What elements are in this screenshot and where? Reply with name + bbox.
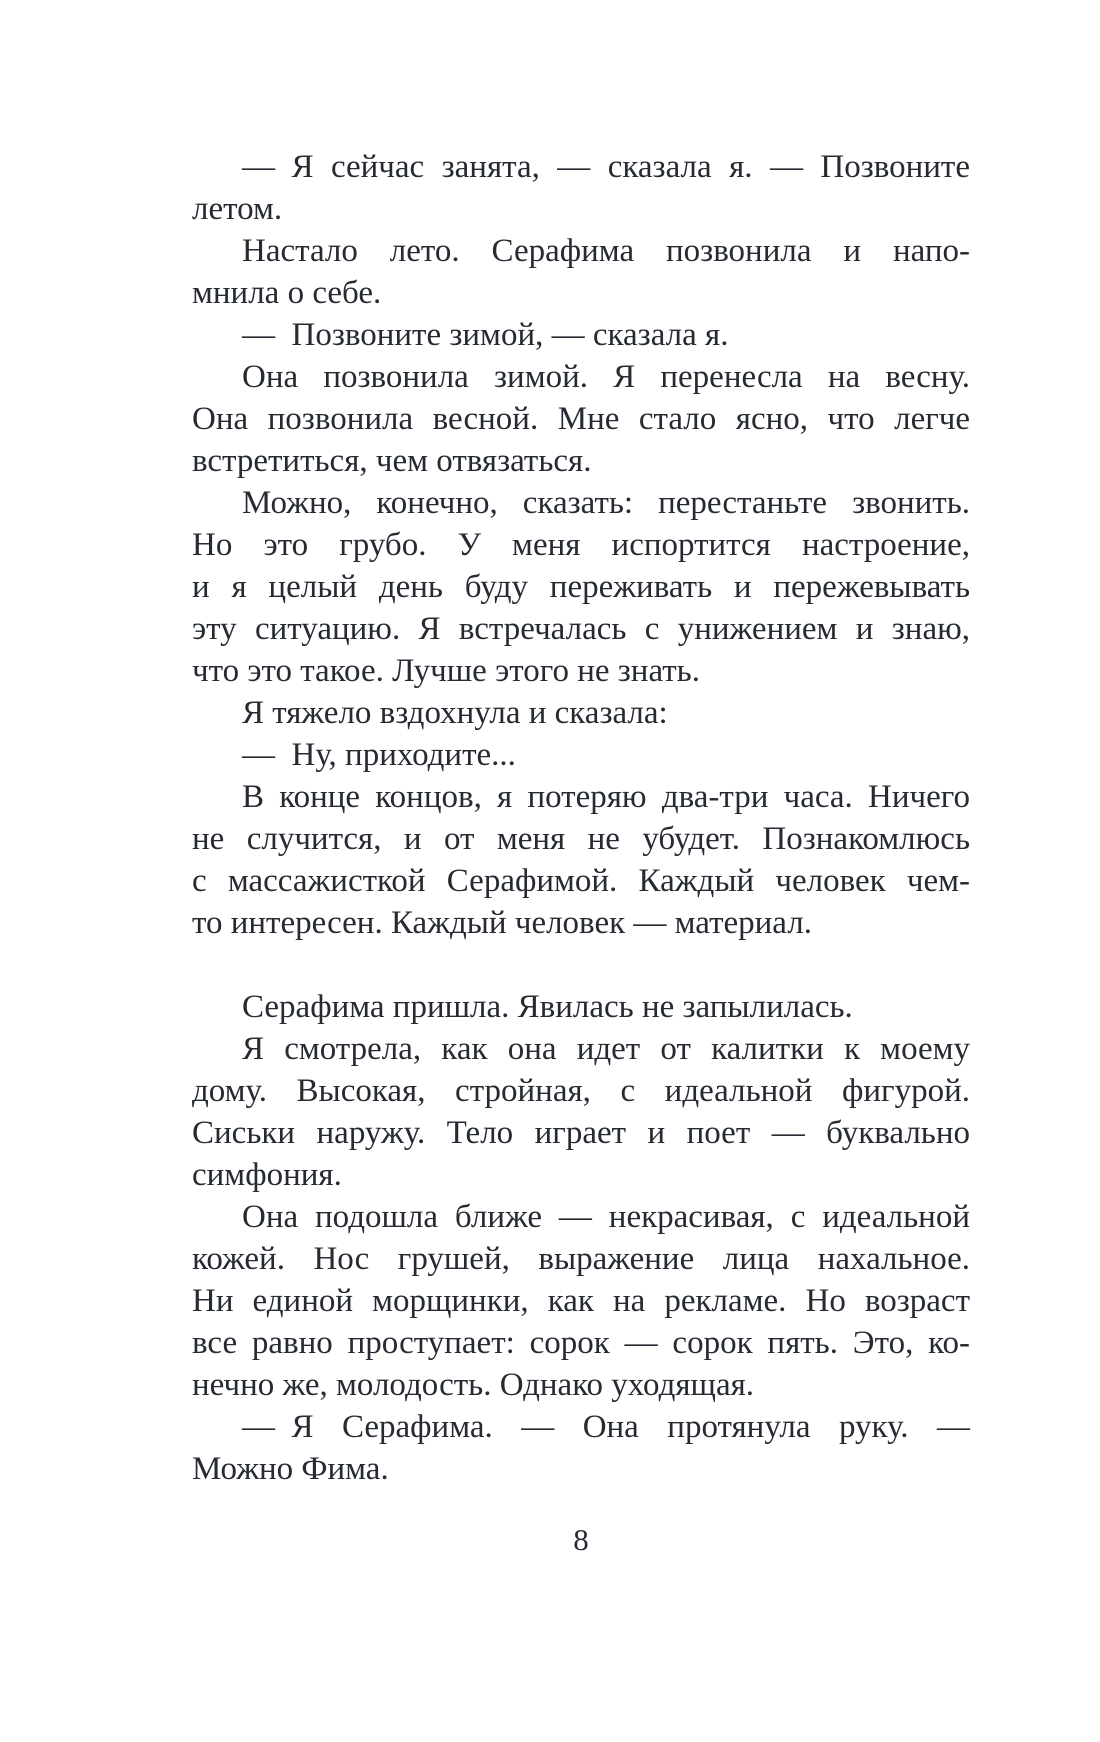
paragraph xyxy=(192,230,970,314)
page-number: 8 xyxy=(573,1522,589,1557)
text-line: Она позвонила весной. Мне стало ясно, что легче xyxy=(192,401,970,437)
paragraph xyxy=(192,692,970,734)
text-line: нечно же, молодость. Однако уходящая. xyxy=(192,1367,755,1403)
text-line: — Позвоните зимой, — сказала я. xyxy=(242,317,729,353)
paragraph xyxy=(192,314,970,356)
text-line: то интересен. Каждый человек — материал. xyxy=(192,905,812,941)
paragraph xyxy=(192,986,970,1028)
paragraph xyxy=(192,146,970,230)
paragraph xyxy=(192,1196,970,1406)
text-line: кожей. Нос грушей, выражение лица нахальное. xyxy=(192,1241,970,1277)
text-line: — Ну, приходите... xyxy=(242,737,516,773)
text-line: Но это грубо. У меня испортится настроение, xyxy=(192,527,970,563)
text-line: Серафима пришла. Явилась не запылилась. xyxy=(242,989,853,1025)
text-line: Я тяжело вздохнула и сказала: xyxy=(242,695,668,731)
text-line: летом. xyxy=(192,191,283,227)
text-line: с массажисткой Серафимой. Каждый человек чем- xyxy=(192,863,970,899)
paragraph xyxy=(192,482,970,692)
text-line: все равно проступает: сорок — сорок пять. Это, ко- xyxy=(192,1325,970,1361)
text-line: что это такое. Лучше этого не знать. xyxy=(192,653,700,689)
paragraph xyxy=(192,776,970,944)
paragraph xyxy=(192,734,970,776)
text-line: Сиськи наружу. Тело играет и поет — буквально xyxy=(192,1115,970,1151)
text-line: Можно Фима. xyxy=(192,1451,389,1487)
paragraph xyxy=(192,356,970,482)
text-line: Я смотрела, как она идет от калитки к моему xyxy=(242,1031,970,1067)
text-line: Она позвонила зимой. Я перенесла на весну. xyxy=(242,359,970,395)
text-line: не случится, и от меня не убудет. Познакомлюсь xyxy=(192,821,970,857)
text-line: Настало лето. Серафима позвонила и напо- xyxy=(242,233,970,269)
text-line: Можно, конечно, сказать: перестаньте звонить. xyxy=(242,485,970,521)
page-text xyxy=(192,146,970,1490)
text-line: — Я сейчас занята, — сказала я. — Позвоните xyxy=(242,149,970,185)
text-line: и я целый день буду переживать и пережевывать xyxy=(192,569,970,605)
paragraph xyxy=(192,1406,970,1490)
text-line: мнила о себе. xyxy=(192,275,382,311)
text-line: В конце концов, я потеряю два-три часа. Ничего xyxy=(242,779,970,815)
text-line: Ни единой морщинки, как на рекламе. Но возраст xyxy=(192,1283,970,1319)
text-line: — Я Серафима. — Она протянула руку. — xyxy=(242,1409,970,1445)
text-line: Она подошла ближе — некрасивая, с идеальной xyxy=(242,1199,970,1235)
text-line: встретиться, чем отвязаться. xyxy=(192,443,592,479)
text-line: симфония. xyxy=(192,1157,342,1193)
text-line: дому. Высокая, стройная, с идеальной фигурой. xyxy=(192,1073,970,1109)
paragraph xyxy=(192,1028,970,1196)
text-line: эту ситуацию. Я встречалась с унижением и знаю, xyxy=(192,611,970,647)
